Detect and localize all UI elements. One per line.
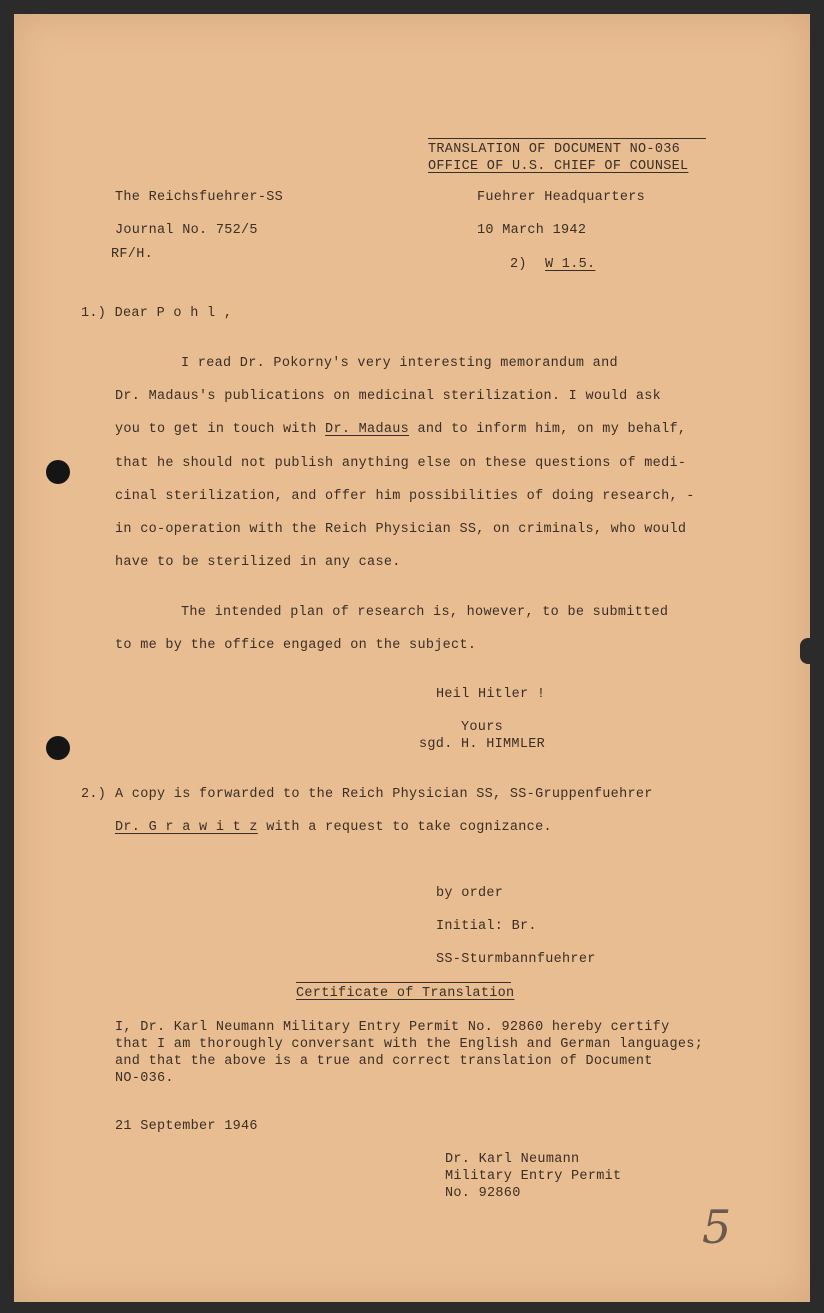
para1-line-1: I read Dr. Pokorny's very interesting memorandum and: [181, 356, 618, 371]
signatory-permit: Military Entry Permit: [445, 1169, 622, 1184]
binder-hole-top: [46, 460, 70, 484]
place-date: 10 March 1942: [477, 223, 587, 238]
copy-line-2: [115, 820, 552, 835]
para1-line-4: that he should not publish anything else on these questions of medi-: [115, 456, 687, 471]
madaus-name: Dr. Madaus: [325, 422, 410, 437]
para1-line-2: Dr. Madaus's publications on medicinal sterilization. I would ask: [115, 389, 662, 404]
copy-line-1: A copy is forwarded to the Reich Physician SS, SS-Gruppenfuehrer: [115, 787, 653, 802]
para1-line-3: [115, 422, 686, 437]
certificate-line-2: that I am thoroughly conversant with the English and German languages;: [115, 1037, 704, 1052]
certificate-line-4: NO-036.: [115, 1071, 174, 1086]
signatory-number: No. 92860: [445, 1186, 521, 1201]
edge-notch: [800, 638, 812, 664]
para1-line-6: in co-operation with the Reich Physician SS, on criminals, who would: [115, 522, 687, 537]
para2-line-2: to me by the office engaged on the subject.: [115, 638, 477, 653]
binder-hole-bottom: [46, 736, 70, 760]
header-line-1: TRANSLATION OF DOCUMENT NO-036: [428, 142, 681, 157]
copy-num: 2.): [81, 787, 107, 802]
document-page: [14, 14, 810, 1302]
para2-line-1: The intended plan of research is, however, to be submitted: [181, 605, 669, 620]
certificate-top-rule: [296, 982, 511, 983]
para1-line-5: cinal sterilization, and offer him possibilities of doing research, -: [115, 489, 695, 504]
page-number-mark: 5: [702, 1200, 732, 1254]
order-by: by order: [436, 886, 504, 901]
certificate-title: Certificate of Translation: [296, 986, 515, 1001]
header-top-rule: [428, 138, 706, 139]
sender-journal: Journal No. 752/5: [115, 223, 258, 238]
sender-title: The Reichsfuehrer-SS: [115, 190, 284, 205]
order-initial: Initial: Br.: [436, 919, 537, 934]
grawitz-name: Dr. G r a w i t z: [115, 820, 258, 835]
closing-signature: sgd. H. HIMMLER: [419, 737, 546, 752]
para1-line-7: have to be sterilized in any case.: [115, 555, 401, 570]
certificate-date: 21 September 1946: [115, 1119, 258, 1134]
copy-line-2-text: with a request to take cognizance.: [257, 820, 552, 835]
para1-line-3-b: and to inform him, on my behalf,: [409, 422, 687, 437]
greeting: 1.) Dear P o h l ,: [81, 306, 233, 321]
sender-ref: RF/H.: [111, 247, 154, 262]
certificate-line-1: I, Dr. Karl Neumann Military Entry Permit No. 92860 hereby certify: [115, 1020, 670, 1035]
place-num: 2): [510, 257, 527, 272]
header-line-2: OFFICE OF U.S. CHIEF OF COUNSEL: [428, 159, 689, 174]
signatory-name: Dr. Karl Neumann: [445, 1152, 580, 1167]
place-location: Fuehrer Headquarters: [477, 190, 646, 205]
certificate-line-3: and that the above is a true and correct translation of Document: [115, 1054, 653, 1069]
closing-yours: Yours: [461, 720, 504, 735]
order-rank: SS-Sturmbannfuehrer: [436, 952, 596, 967]
place-code: W 1.5.: [545, 257, 596, 272]
closing-heil: Heil Hitler !: [436, 687, 546, 702]
para1-line-3-a: you to get in touch with: [115, 422, 326, 437]
